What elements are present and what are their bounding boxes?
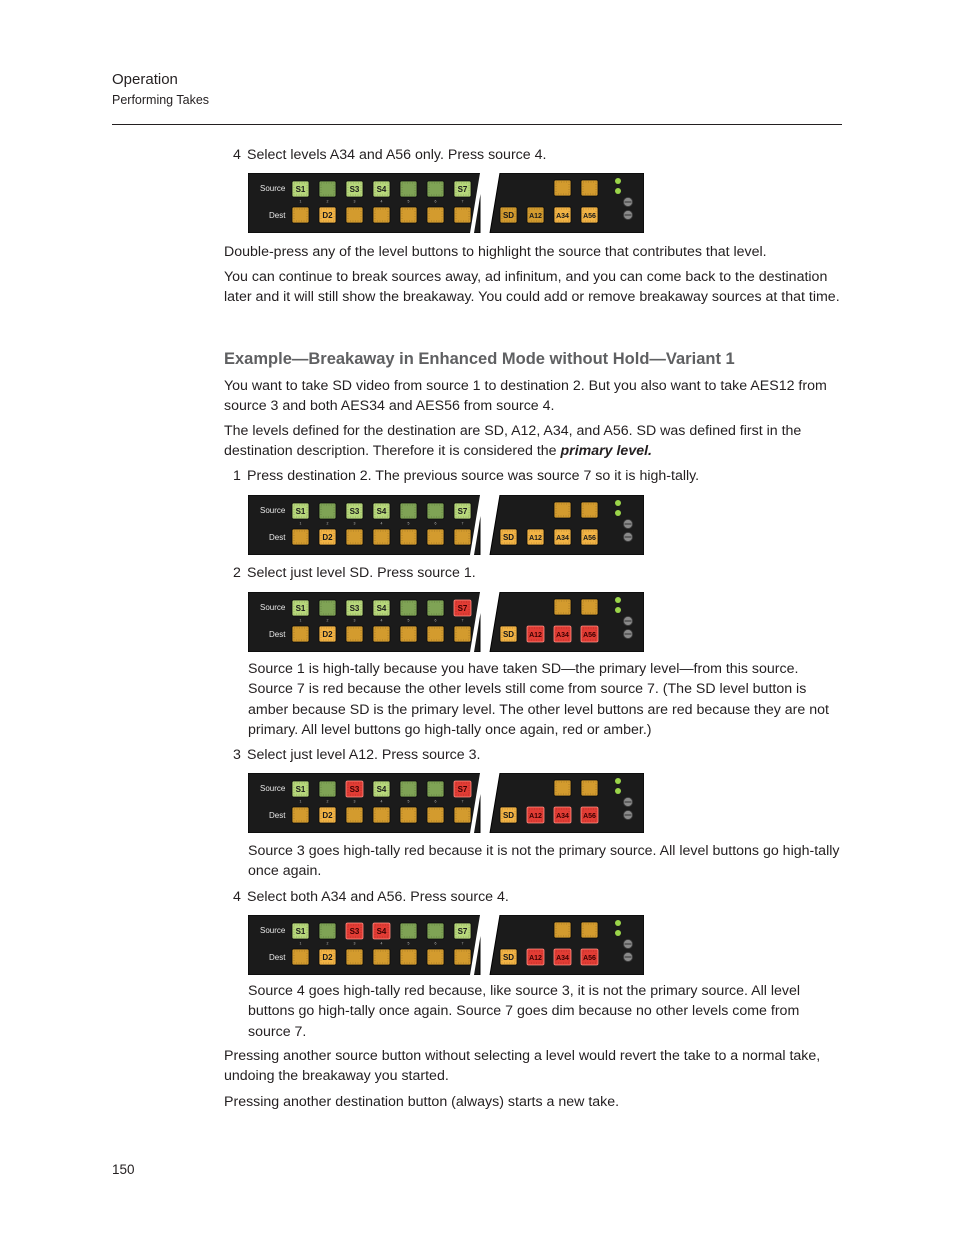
panel-left-module: [248, 173, 480, 233]
control-panel-5: [248, 915, 644, 975]
button-label: SD: [502, 953, 515, 962]
button-label: S1: [295, 927, 306, 936]
dest-row-label: Dest: [269, 811, 286, 820]
paragraph: You can continue to break sources away, ad infinitum, and you can come back to the destination later and it will still show the breakaway. You could add or remove breakaway sources at that time.: [224, 269, 840, 306]
dest-row-label: Dest: [269, 953, 286, 962]
button-label: S7: [457, 927, 468, 936]
aux-button-1[interactable]: [554, 922, 571, 938]
aux-button-1[interactable]: [554, 502, 571, 518]
source-button-5[interactable]: [400, 600, 417, 616]
button-label: S7: [457, 185, 468, 194]
dest-button-3[interactable]: [346, 626, 363, 642]
source-button-1[interactable]: [292, 600, 309, 616]
step-1: [233, 466, 699, 486]
dest-button-1[interactable]: [292, 626, 309, 642]
step-4: [233, 887, 509, 907]
dest-button-2[interactable]: [319, 807, 336, 823]
aux-button-1[interactable]: [554, 180, 571, 196]
button-label: A12: [529, 535, 542, 542]
level-button-a56[interactable]: [581, 807, 598, 823]
source-button-5[interactable]: [400, 781, 417, 797]
button-label: S3: [349, 785, 360, 794]
control-panel-2: [248, 495, 644, 555]
dest-button-5[interactable]: [400, 949, 417, 965]
step-text: Select both A34 and A56. Press source 4.: [247, 889, 509, 905]
aux-button-2[interactable]: [581, 502, 598, 518]
source-button-2[interactable]: [319, 503, 336, 519]
source-number: 7: [461, 799, 464, 804]
source-button-1[interactable]: [292, 503, 309, 519]
panel-left-module: [248, 915, 480, 975]
led-indicator: [615, 930, 621, 936]
level-button-a12[interactable]: [527, 807, 544, 823]
dest-button-1[interactable]: [292, 949, 309, 965]
source-number: 7: [461, 199, 464, 204]
source-row-label: Source: [260, 926, 286, 935]
source-number: 2: [326, 521, 329, 526]
button-label: SD: [502, 211, 515, 220]
source-number: 1: [299, 199, 302, 204]
aux-button-2[interactable]: [581, 599, 598, 615]
level-button-a12[interactable]: [527, 949, 544, 965]
dest-button-6[interactable]: [427, 207, 444, 223]
led-indicator: [615, 597, 621, 603]
source-number: 3: [353, 199, 356, 204]
source-button-4[interactable]: [373, 923, 390, 939]
button-label: S1: [295, 185, 306, 194]
source-button-3[interactable]: [346, 600, 363, 616]
dest-button-3[interactable]: [346, 949, 363, 965]
step-number: 4: [233, 147, 241, 163]
dest-button-2[interactable]: [319, 529, 336, 545]
dest-button-3[interactable]: [346, 529, 363, 545]
dest-button-4[interactable]: [373, 529, 390, 545]
button-label: S1: [295, 507, 306, 516]
step-3: [233, 745, 480, 765]
button-label: A34: [556, 955, 569, 962]
button-label: A12: [529, 632, 542, 639]
dest-button-1[interactable]: [292, 207, 309, 223]
level-button-sd[interactable]: [500, 529, 517, 545]
step-number: 2: [233, 565, 241, 581]
button-label: S3: [349, 604, 360, 613]
button-label: A34: [556, 632, 569, 639]
source-button-2[interactable]: [319, 600, 336, 616]
dest-button-6[interactable]: [427, 529, 444, 545]
button-label: S1: [295, 785, 306, 794]
paragraph: Source 1 is high-tally because you have taken SD—the primary level—from this source. Source 7 is red because the other levels still come from source 7. (The SD level button is amber because SD is the primary level. The other level buttons are red because they are not primary. All level buttons go high-tally once again, red or amber.): [248, 661, 829, 739]
source-row-label: Source: [260, 603, 286, 612]
header-rule: [112, 124, 842, 125]
source-button-2[interactable]: [319, 923, 336, 939]
source-button-7[interactable]: [454, 923, 471, 939]
level-button-a56[interactable]: [581, 949, 598, 965]
dest-button-4[interactable]: [373, 949, 390, 965]
source-row-label: Source: [260, 184, 286, 193]
source-number: 4: [380, 941, 383, 946]
source-number: 5: [407, 521, 410, 526]
dest-button-4[interactable]: [373, 207, 390, 223]
level-button-a34[interactable]: [554, 207, 571, 223]
button-label: A56: [583, 632, 596, 639]
button-label: D2: [322, 211, 333, 220]
step-text: Select just level A12. Press source 3.: [247, 747, 481, 763]
source-number: 4: [380, 199, 383, 204]
level-button-a12[interactable]: [527, 626, 544, 642]
aux-button-2[interactable]: [581, 922, 598, 938]
dest-button-3[interactable]: [346, 807, 363, 823]
source-number: 1: [299, 799, 302, 804]
level-button-a56[interactable]: [581, 626, 598, 642]
source-number: 1: [299, 521, 302, 526]
source-button-3[interactable]: [346, 181, 363, 197]
button-label: S3: [349, 927, 360, 936]
control-panel-3: [248, 592, 644, 652]
button-label: S7: [457, 507, 468, 516]
source-button-7[interactable]: [454, 600, 471, 616]
source-button-4[interactable]: [373, 181, 390, 197]
level-button-a56[interactable]: [581, 207, 598, 223]
led-indicator: [615, 178, 621, 184]
level-button-a34[interactable]: [554, 807, 571, 823]
dest-button-2[interactable]: [319, 626, 336, 642]
dest-button-4[interactable]: [373, 807, 390, 823]
button-label: D2: [322, 811, 333, 820]
source-button-1[interactable]: [292, 181, 309, 197]
led-indicator: [615, 607, 621, 613]
source-number: 6: [434, 521, 437, 526]
dest-button-5[interactable]: [400, 529, 417, 545]
button-label: A34: [556, 813, 569, 820]
source-number: 7: [461, 521, 464, 526]
button-label: A56: [583, 955, 596, 962]
dest-button-7[interactable]: [454, 207, 471, 223]
dest-button-5[interactable]: [400, 207, 417, 223]
panel-left-module: [248, 592, 480, 652]
button-label: A12: [529, 955, 542, 962]
button-label: S3: [349, 185, 360, 194]
source-number: 1: [299, 618, 302, 623]
source-button-3[interactable]: [346, 503, 363, 519]
source-number: 4: [380, 521, 383, 526]
dest-row-label: Dest: [269, 211, 286, 220]
dest-button-1[interactable]: [292, 807, 309, 823]
level-button-a34[interactable]: [554, 626, 571, 642]
source-number: 5: [407, 799, 410, 804]
source-number: 3: [353, 521, 356, 526]
panel-left-module: [248, 773, 480, 833]
button-label: A34: [556, 535, 569, 542]
button-label: SD: [502, 630, 515, 639]
button-label: S1: [295, 604, 306, 613]
source-number: 6: [434, 799, 437, 804]
aux-button-2[interactable]: [581, 780, 598, 796]
panel-left-module: [248, 495, 480, 555]
dest-button-7[interactable]: [454, 807, 471, 823]
source-button-1[interactable]: [292, 781, 309, 797]
button-label: S4: [376, 604, 387, 613]
step-number: 4: [233, 889, 241, 905]
source-number: 3: [353, 941, 356, 946]
dest-button-6[interactable]: [427, 949, 444, 965]
level-button-a12[interactable]: [527, 529, 544, 545]
source-number: 5: [407, 941, 410, 946]
page-number: 150: [112, 1162, 135, 1177]
source-button-7[interactable]: [454, 503, 471, 519]
source-number: 3: [353, 618, 356, 623]
button-label: D2: [322, 953, 333, 962]
dest-button-6[interactable]: [427, 626, 444, 642]
level-button-sd[interactable]: [500, 807, 517, 823]
source-number: 6: [434, 618, 437, 623]
source-number: 1: [299, 941, 302, 946]
source-number: 6: [434, 941, 437, 946]
source-number: 7: [461, 941, 464, 946]
paragraph: Pressing another destination button (always) starts a new take.: [224, 1094, 620, 1110]
step-number: 3: [233, 747, 241, 763]
source-row-label: Source: [260, 506, 286, 515]
source-button-7[interactable]: [454, 181, 471, 197]
dest-button-3[interactable]: [346, 207, 363, 223]
source-button-6[interactable]: [427, 781, 444, 797]
source-button-6[interactable]: [427, 181, 444, 197]
dest-button-2[interactable]: [319, 949, 336, 965]
source-button-5[interactable]: [400, 923, 417, 939]
control-panel-1: [248, 173, 644, 233]
aux-button-2[interactable]: [581, 180, 598, 196]
button-label: D2: [322, 533, 333, 542]
button-label: A34: [556, 213, 569, 220]
dest-button-6[interactable]: [427, 807, 444, 823]
source-number: 4: [380, 618, 383, 623]
paragraph: Source 3 goes high-tally red because it is not the primary source. All level buttons go high-tally once again.: [248, 843, 840, 880]
step-text: Select levels A34 and A56 only. Press source 4.: [247, 147, 547, 163]
button-label: S4: [376, 927, 387, 936]
button-label: SD: [502, 533, 515, 542]
source-number: 6: [434, 199, 437, 204]
step-text: Select just level SD. Press source 1.: [247, 565, 476, 581]
subsection-title: Performing Takes: [112, 93, 210, 107]
section-title: Operation: [112, 71, 178, 88]
source-row-label: Source: [260, 784, 286, 793]
aux-button-1[interactable]: [554, 780, 571, 796]
paragraph-text: The levels defined for the destination are SD, A12, A34, and A56. SD was defined first in the destination description. Therefore it is considered the: [224, 423, 802, 460]
source-button-6[interactable]: [427, 503, 444, 519]
button-label: S7: [457, 785, 468, 794]
dest-button-1[interactable]: [292, 529, 309, 545]
paragraph: Source 4 goes high-tally red because, like source 3, it is not the primary source. All level buttons go high-tally once again. Source 7 goes dim because no other levels come from source 7.: [248, 983, 801, 1040]
level-button-a12[interactable]: [527, 207, 544, 223]
led-indicator: [615, 500, 621, 506]
section-heading: Example—Breakaway in Enhanced Mode without Hold—Variant 1: [224, 350, 735, 368]
source-button-5[interactable]: [400, 181, 417, 197]
button-label: A56: [583, 535, 596, 542]
led-indicator: [615, 920, 621, 926]
dest-button-7[interactable]: [454, 529, 471, 545]
source-number: 3: [353, 799, 356, 804]
led-indicator: [615, 510, 621, 516]
level-button-sd[interactable]: [500, 207, 517, 223]
level-button-sd[interactable]: [500, 949, 517, 965]
source-number: 5: [407, 199, 410, 204]
source-button-4[interactable]: [373, 503, 390, 519]
dest-row-label: Dest: [269, 533, 286, 542]
step-2: [233, 563, 476, 583]
source-button-2[interactable]: [319, 181, 336, 197]
dest-button-7[interactable]: [454, 949, 471, 965]
source-button-6[interactable]: [427, 923, 444, 939]
button-label: A12: [529, 813, 542, 820]
led-indicator: [615, 188, 621, 194]
dest-button-5[interactable]: [400, 807, 417, 823]
source-button-5[interactable]: [400, 503, 417, 519]
source-button-3[interactable]: [346, 923, 363, 939]
button-label: A56: [583, 213, 596, 220]
source-button-3[interactable]: [346, 781, 363, 797]
button-label: SD: [502, 811, 515, 820]
source-button-4[interactable]: [373, 600, 390, 616]
source-button-6[interactable]: [427, 600, 444, 616]
dest-button-4[interactable]: [373, 626, 390, 642]
aux-button-1[interactable]: [554, 599, 571, 615]
level-button-a56[interactable]: [581, 529, 598, 545]
source-number: 2: [326, 941, 329, 946]
level-button-sd[interactable]: [500, 626, 517, 642]
button-label: D2: [322, 630, 333, 639]
paragraph: [224, 421, 844, 462]
source-button-2[interactable]: [319, 781, 336, 797]
source-number: 2: [326, 618, 329, 623]
dest-button-5[interactable]: [400, 626, 417, 642]
button-label: A12: [529, 213, 542, 220]
source-number: 4: [380, 799, 383, 804]
button-label: S7: [457, 604, 468, 613]
emphasis-primary-level: primary level.: [560, 443, 652, 460]
source-number: 2: [326, 199, 329, 204]
led-indicator: [615, 788, 621, 794]
source-number: 7: [461, 618, 464, 623]
button-label: S4: [376, 185, 387, 194]
step-text: Press destination 2. The previous source was source 7 so it is high-tally.: [247, 468, 700, 484]
level-button-a34[interactable]: [554, 529, 571, 545]
button-label: S3: [349, 507, 360, 516]
source-button-7[interactable]: [454, 781, 471, 797]
level-button-a34[interactable]: [554, 949, 571, 965]
button-label: S4: [376, 785, 387, 794]
dest-button-7[interactable]: [454, 626, 471, 642]
paragraph: Double-press any of the level buttons to highlight the source that contributes that level.: [224, 244, 767, 260]
paragraph: You want to take SD video from source 1 to destination 2. But you also want to take AES12 from source 3 and both AES34 and AES56 from source 4.: [224, 378, 827, 415]
dest-button-2[interactable]: [319, 207, 336, 223]
control-panel-4: [248, 773, 644, 833]
button-label: A56: [583, 813, 596, 820]
dest-row-label: Dest: [269, 630, 286, 639]
button-label: S4: [376, 507, 387, 516]
step-number: 1: [233, 468, 241, 484]
source-number: 5: [407, 618, 410, 623]
step-top: [233, 145, 546, 165]
source-button-1[interactable]: [292, 923, 309, 939]
source-button-4[interactable]: [373, 781, 390, 797]
led-indicator: [615, 778, 621, 784]
paragraph: Pressing another source button without selecting a level would revert the take to a normal take, undoing the breakaway you started.: [224, 1048, 821, 1085]
source-number: 2: [326, 799, 329, 804]
